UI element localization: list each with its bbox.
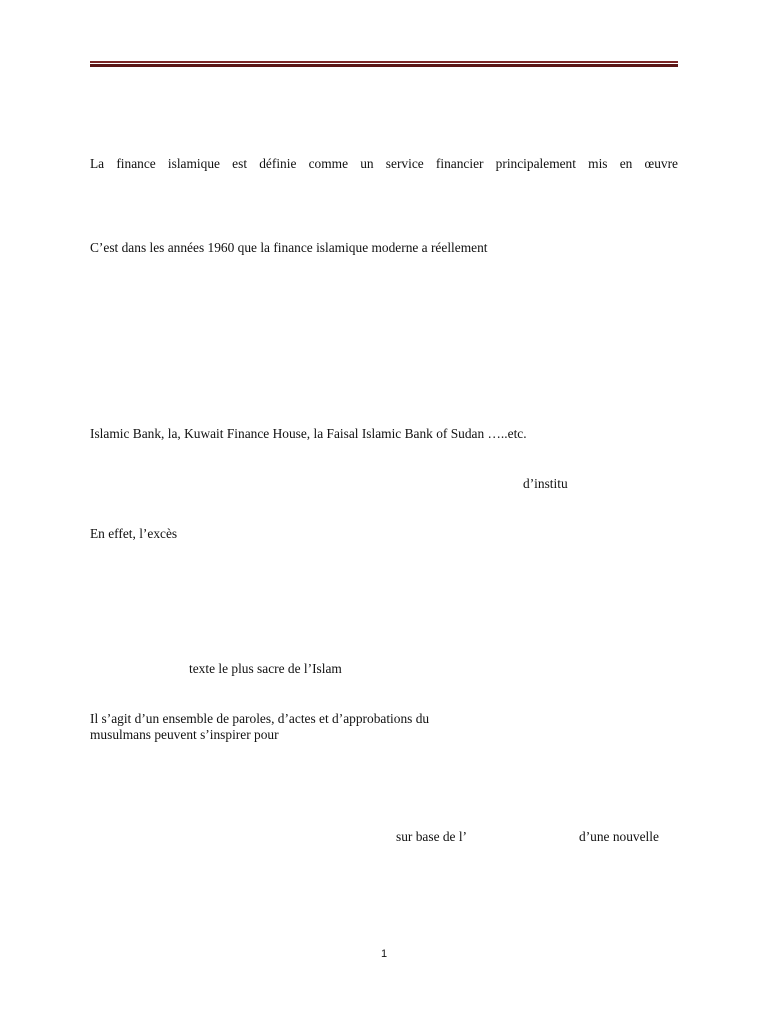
paragraph-line-9a: sur base de l’ [396,829,468,844]
paragraph-line-6: texte le plus sacre de l’Islam [189,661,342,676]
paragraph-line-4: d’institu [523,476,568,491]
page-number: 1 [380,948,388,960]
header-rule-bottom [90,64,678,67]
paragraph-line-7: Il s’agit d’un ensemble de paroles, d’actes et d’approbations du [90,711,430,726]
paragraph-line-8: musulmans peuvent s’inspirer pour [90,727,279,742]
paragraph-line-9b: d’une nouvelle [579,829,659,844]
paragraph-line-1: La finance islamique est définie comme un service financier principalement mis en œuvre [90,156,678,171]
header-rule-top [90,61,678,63]
paragraph-line-2: C’est dans les années 1960 que la finance islamique moderne a réellement [90,240,488,255]
paragraph-line-3: Islamic Bank, la, Kuwait Finance House, la Faisal Islamic Bank of Sudan …..etc. [90,426,527,441]
paragraph-line-5: En effet, l’excès [90,526,178,541]
